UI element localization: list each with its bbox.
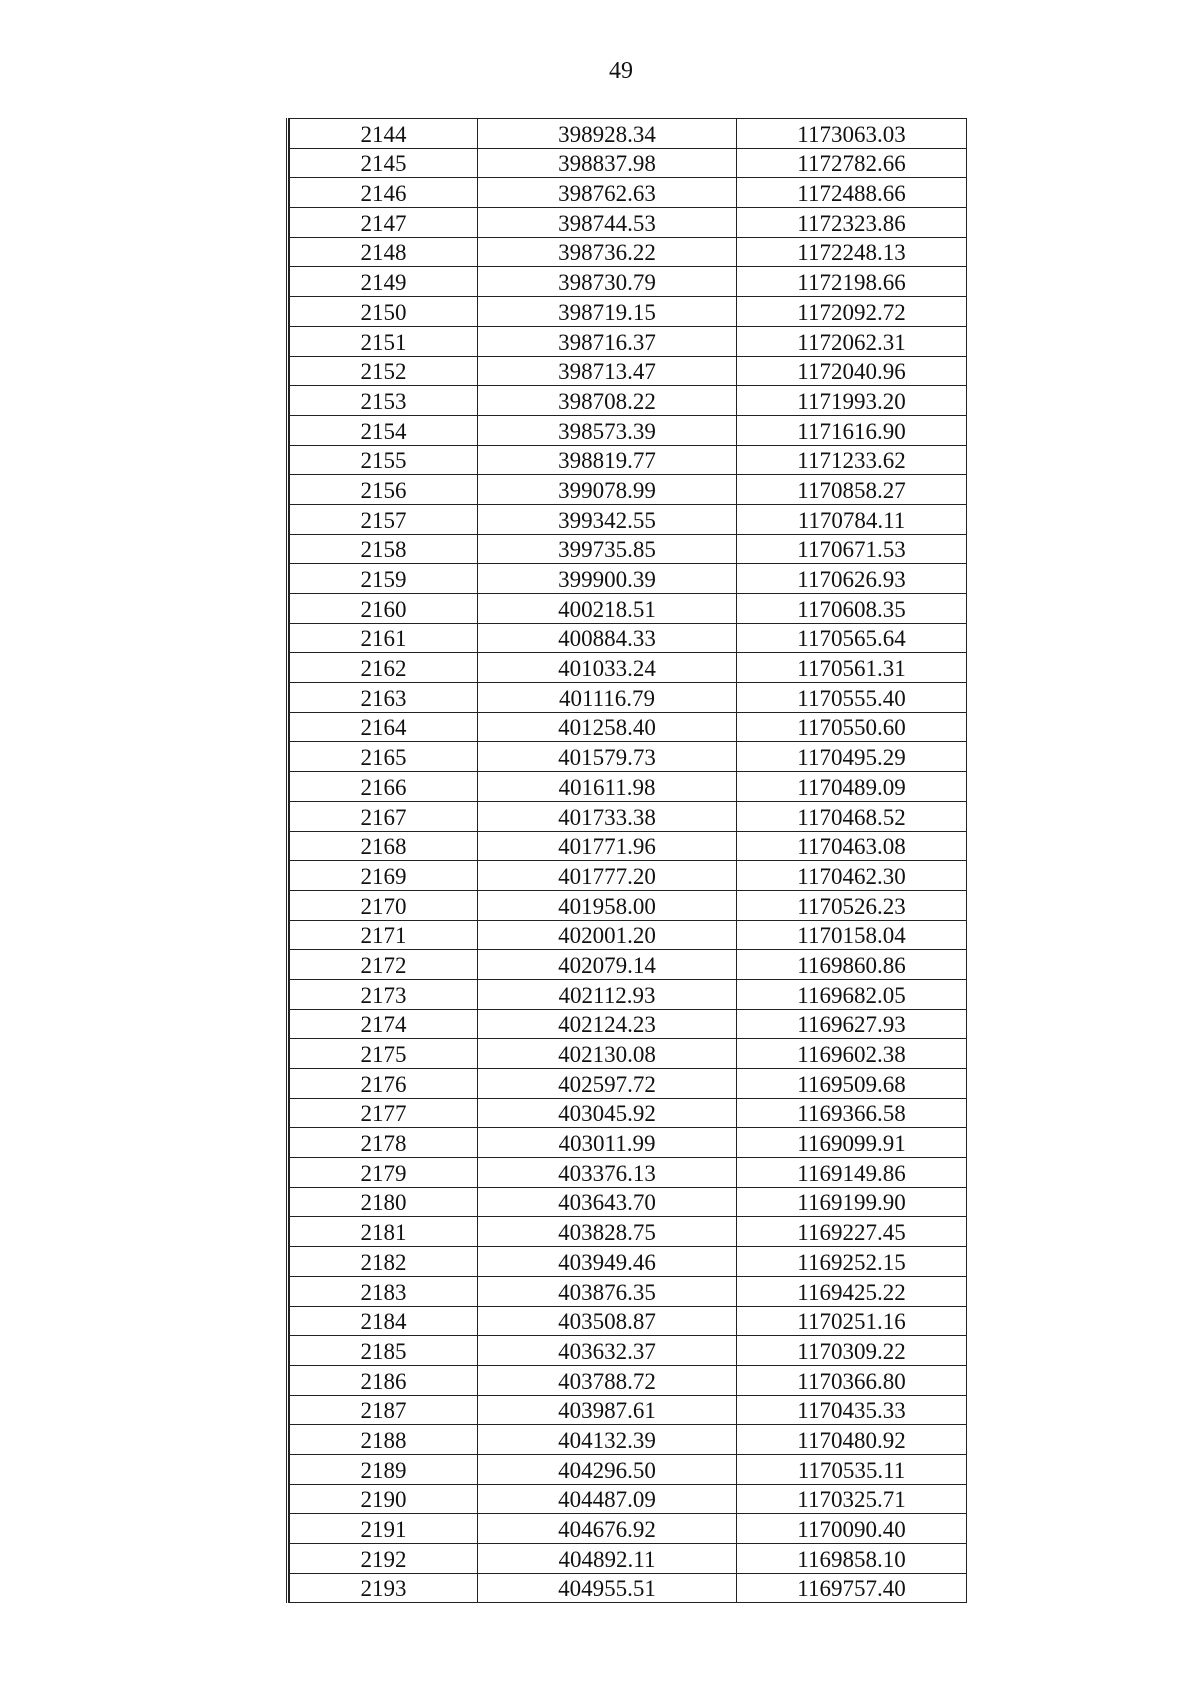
- x-coordinate-cell: 401733.38: [478, 801, 737, 831]
- y-coordinate-cell: 1170090.40: [737, 1514, 967, 1544]
- table-row: [290, 594, 967, 624]
- x-coordinate-cell: 403376.13: [478, 1158, 737, 1188]
- point-number-cell: 2153: [290, 386, 478, 416]
- point-number-cell: 2149: [290, 267, 478, 297]
- point-number-cell: 2188: [290, 1425, 478, 1455]
- x-coordinate-cell: 401258.40: [478, 712, 737, 742]
- point-number-cell: 2193: [290, 1573, 478, 1603]
- y-coordinate-cell: 1170526.23: [737, 890, 967, 920]
- point-number-cell: 2166: [290, 772, 478, 802]
- point-number-cell: 2184: [290, 1306, 478, 1336]
- y-coordinate-cell: 1170462.30: [737, 861, 967, 891]
- table-row: [290, 267, 967, 297]
- table-row: [290, 326, 967, 356]
- point-number-cell: 2155: [290, 445, 478, 475]
- x-coordinate-cell: 399342.55: [478, 504, 737, 534]
- y-coordinate-cell: 1169858.10: [737, 1544, 967, 1574]
- y-coordinate-cell: 1170608.35: [737, 594, 967, 624]
- point-number-cell: 2169: [290, 861, 478, 891]
- table-row: [290, 950, 967, 980]
- table-row: [290, 119, 967, 149]
- x-coordinate-cell: 404955.51: [478, 1573, 737, 1603]
- table-row: [290, 890, 967, 920]
- table-row: [290, 831, 967, 861]
- x-coordinate-cell: 403632.37: [478, 1336, 737, 1366]
- x-coordinate-cell: 404676.92: [478, 1514, 737, 1544]
- y-coordinate-cell: 1169682.05: [737, 979, 967, 1009]
- point-number-cell: 2172: [290, 950, 478, 980]
- point-number-cell: 2191: [290, 1514, 478, 1544]
- point-number-cell: 2170: [290, 890, 478, 920]
- coordinates-table: [289, 118, 967, 1603]
- x-coordinate-cell: 400218.51: [478, 594, 737, 624]
- table-row: [290, 237, 967, 267]
- point-number-cell: 2189: [290, 1454, 478, 1484]
- table-row: [290, 297, 967, 327]
- x-coordinate-cell: 402079.14: [478, 950, 737, 980]
- x-coordinate-cell: 398744.53: [478, 208, 737, 238]
- x-coordinate-cell: 398719.15: [478, 297, 737, 327]
- y-coordinate-cell: 1169252.15: [737, 1247, 967, 1277]
- x-coordinate-cell: 398713.47: [478, 356, 737, 386]
- point-number-cell: 2183: [290, 1276, 478, 1306]
- table-row: [290, 772, 967, 802]
- point-number-cell: 2192: [290, 1544, 478, 1574]
- y-coordinate-cell: 1170495.29: [737, 742, 967, 772]
- point-number-cell: 2165: [290, 742, 478, 772]
- table-row: [290, 1454, 967, 1484]
- x-coordinate-cell: 403876.35: [478, 1276, 737, 1306]
- table-row: [290, 1395, 967, 1425]
- x-coordinate-cell: 402597.72: [478, 1069, 737, 1099]
- y-coordinate-cell: 1169199.90: [737, 1187, 967, 1217]
- y-coordinate-cell: 1172062.31: [737, 326, 967, 356]
- table-row: [290, 1247, 967, 1277]
- point-number-cell: 2185: [290, 1336, 478, 1366]
- x-coordinate-cell: 398730.79: [478, 267, 737, 297]
- table-row: [290, 1573, 967, 1603]
- x-coordinate-cell: 403011.99: [478, 1128, 737, 1158]
- y-coordinate-cell: 1170489.09: [737, 772, 967, 802]
- y-coordinate-cell: 1170325.71: [737, 1484, 967, 1514]
- point-number-cell: 2157: [290, 504, 478, 534]
- point-number-cell: 2168: [290, 831, 478, 861]
- table-body: [290, 119, 967, 1603]
- x-coordinate-cell: 402130.08: [478, 1039, 737, 1069]
- y-coordinate-cell: 1169602.38: [737, 1039, 967, 1069]
- point-number-cell: 2162: [290, 653, 478, 683]
- table-row: [290, 415, 967, 445]
- table-row: [290, 1187, 967, 1217]
- x-coordinate-cell: 398837.98: [478, 148, 737, 178]
- y-coordinate-cell: 1172092.72: [737, 297, 967, 327]
- point-number-cell: 2175: [290, 1039, 478, 1069]
- y-coordinate-cell: 1170626.93: [737, 564, 967, 594]
- table-row: [290, 1217, 967, 1247]
- table-row: [290, 653, 967, 683]
- table-row: [290, 979, 967, 1009]
- point-number-cell: 2173: [290, 979, 478, 1009]
- y-coordinate-cell: 1172488.66: [737, 178, 967, 208]
- y-coordinate-cell: 1170468.52: [737, 801, 967, 831]
- y-coordinate-cell: 1169860.86: [737, 950, 967, 980]
- table-row: [290, 1365, 967, 1395]
- y-coordinate-cell: 1170671.53: [737, 534, 967, 564]
- x-coordinate-cell: 398819.77: [478, 445, 737, 475]
- point-number-cell: 2174: [290, 1009, 478, 1039]
- point-number-cell: 2171: [290, 920, 478, 950]
- x-coordinate-cell: 402001.20: [478, 920, 737, 950]
- point-number-cell: 2159: [290, 564, 478, 594]
- x-coordinate-cell: 399078.99: [478, 475, 737, 505]
- table-row: [290, 1069, 967, 1099]
- y-coordinate-cell: 1172782.66: [737, 148, 967, 178]
- table-row: [290, 1276, 967, 1306]
- y-coordinate-cell: 1172323.86: [737, 208, 967, 238]
- x-coordinate-cell: 402124.23: [478, 1009, 737, 1039]
- table-row: [290, 1128, 967, 1158]
- table-row: [290, 564, 967, 594]
- table-row: [290, 386, 967, 416]
- table-row: [290, 712, 967, 742]
- table-row: [290, 1336, 967, 1366]
- y-coordinate-cell: 1170565.64: [737, 623, 967, 653]
- table-row: [290, 861, 967, 891]
- y-coordinate-cell: 1169366.58: [737, 1098, 967, 1128]
- point-number-cell: 2160: [290, 594, 478, 624]
- point-number-cell: 2187: [290, 1395, 478, 1425]
- y-coordinate-cell: 1171233.62: [737, 445, 967, 475]
- y-coordinate-cell: 1169509.68: [737, 1069, 967, 1099]
- x-coordinate-cell: 398736.22: [478, 237, 737, 267]
- table-row: [290, 208, 967, 238]
- y-coordinate-cell: 1173063.03: [737, 119, 967, 149]
- x-coordinate-cell: 404487.09: [478, 1484, 737, 1514]
- point-number-cell: 2145: [290, 148, 478, 178]
- x-coordinate-cell: 404296.50: [478, 1454, 737, 1484]
- y-coordinate-cell: 1171616.90: [737, 415, 967, 445]
- table-row: [290, 623, 967, 653]
- x-coordinate-cell: 403788.72: [478, 1365, 737, 1395]
- point-number-cell: 2147: [290, 208, 478, 238]
- table-row: [290, 475, 967, 505]
- x-coordinate-cell: 401579.73: [478, 742, 737, 772]
- point-number-cell: 2180: [290, 1187, 478, 1217]
- y-coordinate-cell: 1170366.80: [737, 1365, 967, 1395]
- point-number-cell: 2152: [290, 356, 478, 386]
- table-row: [290, 445, 967, 475]
- point-number-cell: 2181: [290, 1217, 478, 1247]
- x-coordinate-cell: 402112.93: [478, 979, 737, 1009]
- x-coordinate-cell: 398928.34: [478, 119, 737, 149]
- x-coordinate-cell: 403508.87: [478, 1306, 737, 1336]
- y-coordinate-cell: 1170561.31: [737, 653, 967, 683]
- y-coordinate-cell: 1172040.96: [737, 356, 967, 386]
- y-coordinate-cell: 1170784.11: [737, 504, 967, 534]
- table-row: [290, 1009, 967, 1039]
- x-coordinate-cell: 403949.46: [478, 1247, 737, 1277]
- table-row: [290, 504, 967, 534]
- x-coordinate-cell: 401116.79: [478, 683, 737, 713]
- point-number-cell: 2161: [290, 623, 478, 653]
- y-coordinate-cell: 1169425.22: [737, 1276, 967, 1306]
- table-row: [290, 920, 967, 950]
- x-coordinate-cell: 401958.00: [478, 890, 737, 920]
- point-number-cell: 2177: [290, 1098, 478, 1128]
- y-coordinate-cell: 1170858.27: [737, 475, 967, 505]
- coordinates-table-container: [286, 118, 969, 1603]
- point-number-cell: 2182: [290, 1247, 478, 1277]
- y-coordinate-cell: 1170309.22: [737, 1336, 967, 1366]
- point-number-cell: 2167: [290, 801, 478, 831]
- point-number-cell: 2150: [290, 297, 478, 327]
- point-number-cell: 2176: [290, 1069, 478, 1099]
- table-row: [290, 1158, 967, 1188]
- x-coordinate-cell: 403987.61: [478, 1395, 737, 1425]
- table-row: [290, 534, 967, 564]
- y-coordinate-cell: 1172198.66: [737, 267, 967, 297]
- point-number-cell: 2144: [290, 119, 478, 149]
- y-coordinate-cell: 1169227.45: [737, 1217, 967, 1247]
- table-row: [290, 1425, 967, 1455]
- y-coordinate-cell: 1170535.11: [737, 1454, 967, 1484]
- x-coordinate-cell: 404132.39: [478, 1425, 737, 1455]
- point-number-cell: 2148: [290, 237, 478, 267]
- x-coordinate-cell: 401033.24: [478, 653, 737, 683]
- table-row: [290, 148, 967, 178]
- point-number-cell: 2156: [290, 475, 478, 505]
- x-coordinate-cell: 398708.22: [478, 386, 737, 416]
- x-coordinate-cell: 403643.70: [478, 1187, 737, 1217]
- point-number-cell: 2154: [290, 415, 478, 445]
- table-row: [290, 1306, 967, 1336]
- y-coordinate-cell: 1170158.04: [737, 920, 967, 950]
- table-row: [290, 1544, 967, 1574]
- table-row: [290, 356, 967, 386]
- x-coordinate-cell: 403045.92: [478, 1098, 737, 1128]
- point-number-cell: 2163: [290, 683, 478, 713]
- point-number-cell: 2186: [290, 1365, 478, 1395]
- y-coordinate-cell: 1169627.93: [737, 1009, 967, 1039]
- y-coordinate-cell: 1170251.16: [737, 1306, 967, 1336]
- y-coordinate-cell: 1169099.91: [737, 1128, 967, 1158]
- x-coordinate-cell: 398762.63: [478, 178, 737, 208]
- point-number-cell: 2146: [290, 178, 478, 208]
- y-coordinate-cell: 1170480.92: [737, 1425, 967, 1455]
- y-coordinate-cell: 1170463.08: [737, 831, 967, 861]
- point-number-cell: 2164: [290, 712, 478, 742]
- table-row: [290, 742, 967, 772]
- table-row: [290, 1484, 967, 1514]
- x-coordinate-cell: 399900.39: [478, 564, 737, 594]
- y-coordinate-cell: 1172248.13: [737, 237, 967, 267]
- x-coordinate-cell: 401611.98: [478, 772, 737, 802]
- y-coordinate-cell: 1170550.60: [737, 712, 967, 742]
- table-row: [290, 1039, 967, 1069]
- y-coordinate-cell: 1170435.33: [737, 1395, 967, 1425]
- table-row: [290, 1098, 967, 1128]
- x-coordinate-cell: 401771.96: [478, 831, 737, 861]
- point-number-cell: 2158: [290, 534, 478, 564]
- x-coordinate-cell: 404892.11: [478, 1544, 737, 1574]
- point-number-cell: 2190: [290, 1484, 478, 1514]
- y-coordinate-cell: 1169149.86: [737, 1158, 967, 1188]
- point-number-cell: 2179: [290, 1158, 478, 1188]
- point-number-cell: 2178: [290, 1128, 478, 1158]
- y-coordinate-cell: 1170555.40: [737, 683, 967, 713]
- table-row: [290, 178, 967, 208]
- x-coordinate-cell: 398573.39: [478, 415, 737, 445]
- y-coordinate-cell: 1169757.40: [737, 1573, 967, 1603]
- x-coordinate-cell: 398716.37: [478, 326, 737, 356]
- x-coordinate-cell: 401777.20: [478, 861, 737, 891]
- x-coordinate-cell: 399735.85: [478, 534, 737, 564]
- x-coordinate-cell: 400884.33: [478, 623, 737, 653]
- table-row: [290, 1514, 967, 1544]
- y-coordinate-cell: 1171993.20: [737, 386, 967, 416]
- table-row: [290, 683, 967, 713]
- point-number-cell: 2151: [290, 326, 478, 356]
- x-coordinate-cell: 403828.75: [478, 1217, 737, 1247]
- table-row: [290, 801, 967, 831]
- page-number: 49: [609, 58, 633, 84]
